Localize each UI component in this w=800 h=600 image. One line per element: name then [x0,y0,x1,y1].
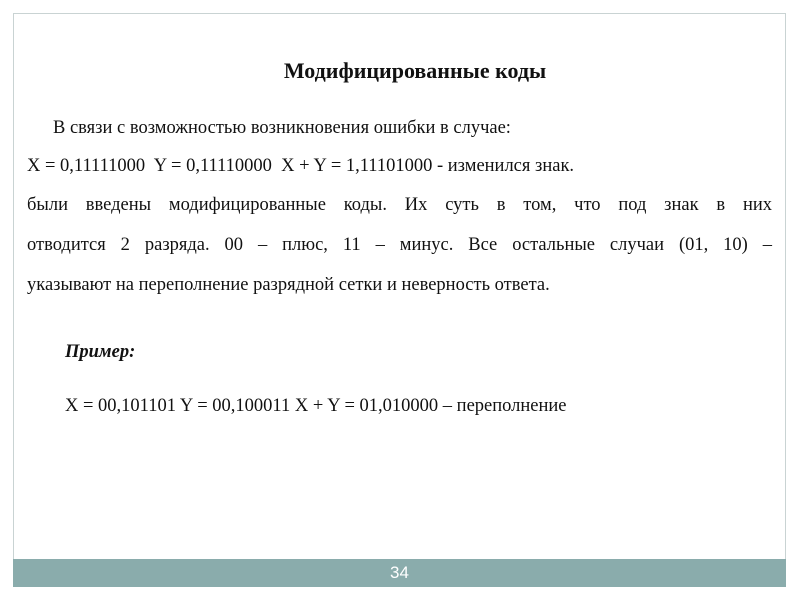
paragraph-line-5: указывают на переполнение разрядной сетки и неверность ответа. [27,275,550,295]
paragraph-line-2: X = 0,11111000 Y = 0,11110000 X + Y = 1,11101000 - изменился знак. [27,156,575,176]
paragraph-line-1: В связи с возможностью возникновения ошибки в случае: [53,118,511,138]
page-number: 34 [390,563,409,582]
example-label: Пример: [65,342,136,362]
example-text: X = 00,101101 Y = 00,100011 X + Y = 01,010000 – переполнение [65,396,567,416]
slide-frame [13,13,786,587]
paragraph-line-4: отводится 2 разряда. 00 – плюс, 11 – минус. Все остальные случаи (01, 10) – [27,235,772,255]
slide-title: Модифицированные коды [283,58,547,83]
paragraph-line-3: были введены модифицированные коды. Их суть в том, что под знак в них [27,195,772,215]
footer-bar [13,559,786,587]
